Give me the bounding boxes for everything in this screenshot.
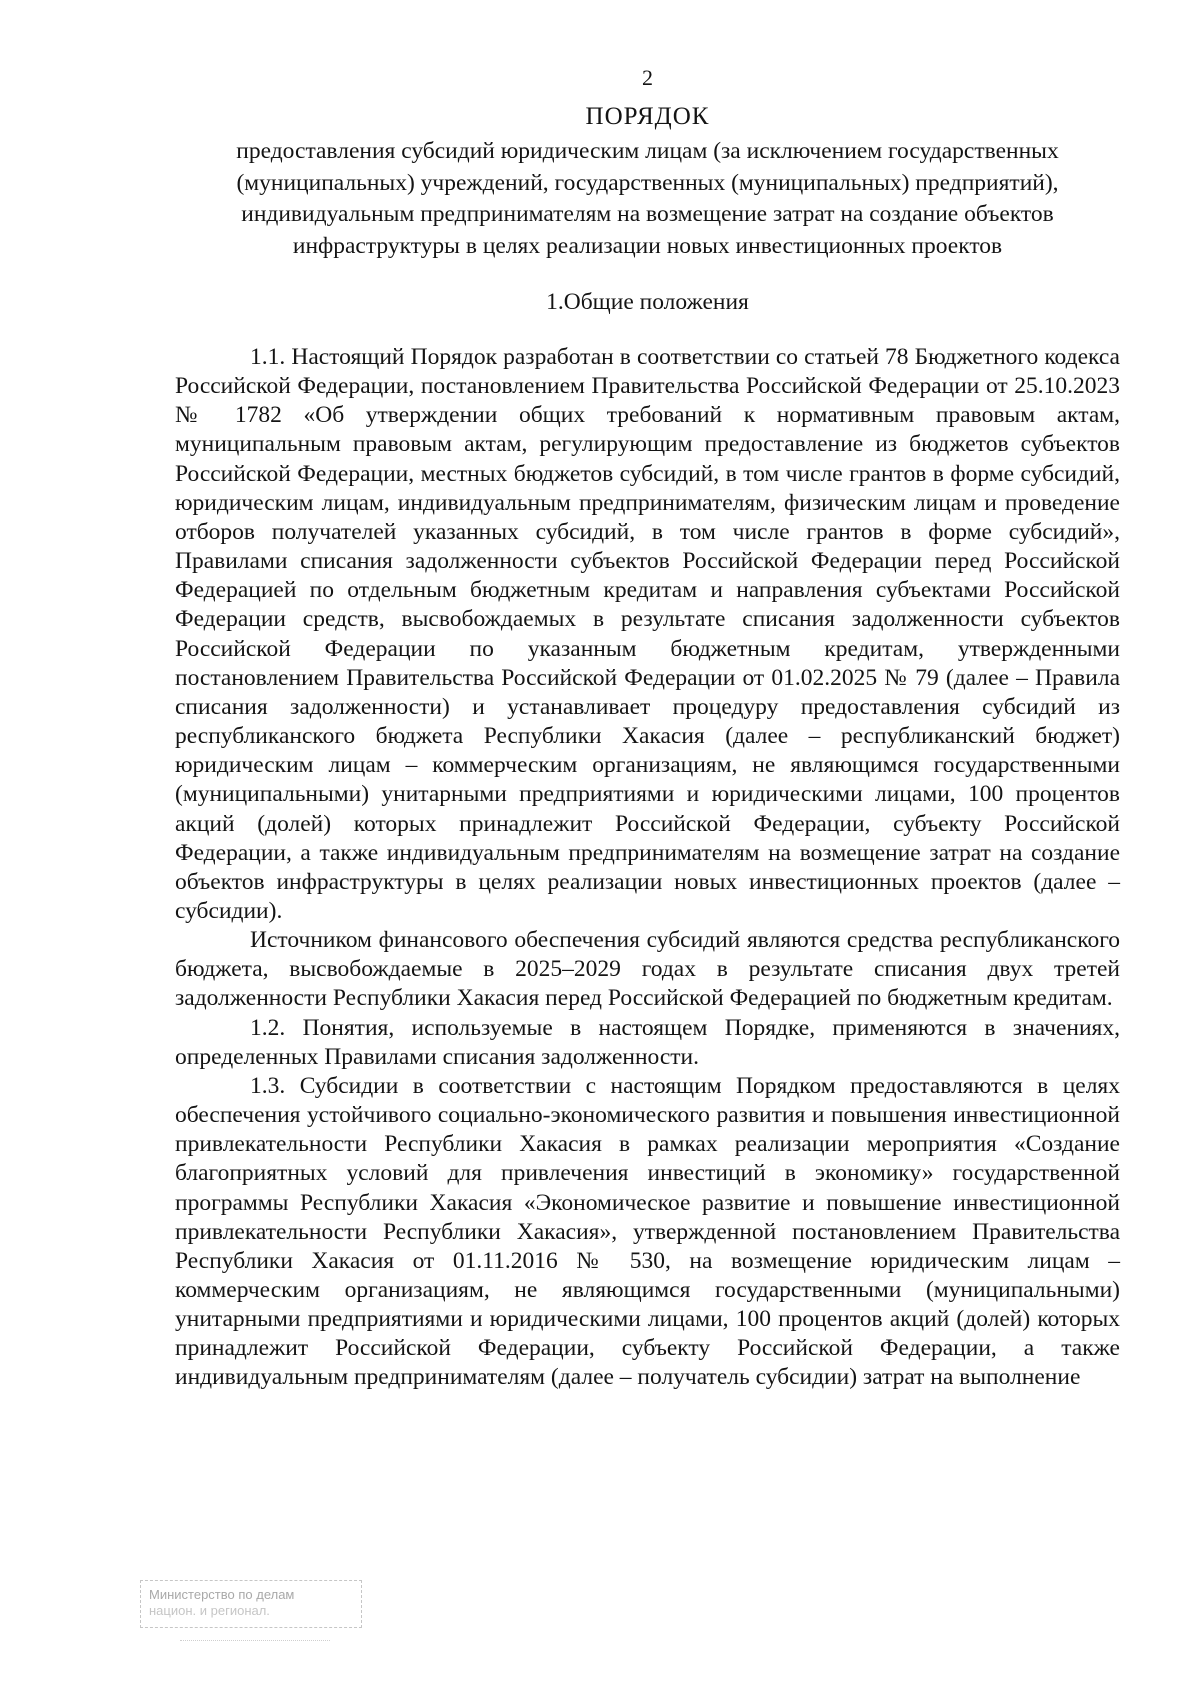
paragraph-1-3: 1.3. Субсидии в соответствии с настоящим Порядком предоставляются в целях обеспечения устойчивого социально-экономического развития и повышения инвестиционной привлекательности Республики Хакасия в рамках реализации мероприятия «Создание благоприятных условий для привлечения инвестиций в экономику» государственной программы Республики Хакасия «Экономическое развитие и повышение инвестиционной привлекательности Республики Хакасия», утвержденной постановлением Правительства Республики Хакасия от 01.11.2016 № 530, на возмещение юридическим лицам – коммерческим организациям, не являющимся государственными (муниципальными) унитарными предприятиями и юридическими лицами, 100 процентов акций (долей) которых принадлежит Российской Федерации, субъекту Российской Федерации, а также индивидуальным предпринимателям (далее – получатель субсидии) затрат на выполнение xyxy=(175,1072,1120,1391)
page-number: 2 xyxy=(642,65,653,90)
paragraph-funding-source: Источником финансового обеспечения субсидий являются средства республиканского бюджета, высвобождаемые в 2025–2029 годах в результате списания двух третей задолженности Республики Хакасия перед Российской Федерацией по бюджетным кредитам. xyxy=(175,927,1120,1012)
subtitle-line: предоставления субсидий юридическим лицам (за исключением государственных xyxy=(236,138,1059,164)
registration-stamp xyxy=(140,1580,362,1628)
section-heading: 1.Общие положения xyxy=(546,289,749,315)
document-subtitle xyxy=(175,136,1120,262)
subtitle-line: (муниципальных) учреждений, государственных (муниципальных) предприятий), xyxy=(236,169,1059,196)
document-title: ПОРЯДОК xyxy=(585,103,710,130)
subtitle-line: инфраструктуры в целях реализации новых инвестиционных проектов xyxy=(292,232,1003,259)
document-body xyxy=(175,343,1120,1393)
stamp-line: национ. и регионал. xyxy=(149,1603,270,1618)
paragraph-1-2: 1.2. Понятия, используемые в настоящем Порядке, применяются в значениях, определенных Правилами списания задолженности. xyxy=(175,1014,1120,1070)
stamp-line: Министерство по делам xyxy=(149,1587,295,1602)
subtitle-line: индивидуальным предпринимателям на возмещение затрат на создание объектов xyxy=(241,201,1054,227)
stamp-trace-divider xyxy=(180,1640,330,1641)
paragraph-1-1: 1.1. Настоящий Порядок разработан в соответствии со статьей 78 Бюджетного кодекса Российской Федерации, постановлением Правительства Российской Федерации от 25.10.2023 № 1782 «Об утверждении общих требований к нормативным правовым актам, муниципальным правовым актам, регулирующим предоставление из бюджетов субъектов Российской Федерации, местных бюджетов субсидий, в том числе грантов в форме субсидий, юридическим лицам, индивидуальным предпринимателям, физическим лицам и проведение отборов получателей указанных субсидий, в том числе грантов в форме субсидий», Правилами списания задолженности субъектов Российской Федерации перед Российской Федерацией по отдельным бюджетным кредитам и направления субъектами Российской Федерации средств, высвобождаемых в результате списания задолженности субъектов Российской Федерации по указанным бюджетным кредитам, утвержденными постановлением Правительства Российской Федерации от 01.02.2025 № 79 (далее – Правила списания задолженности) и устанавливает процедуру предоставления субсидий из республиканского бюджета Республики Хакасия (далее – республиканский бюджет) юридическим лицам – коммерческим организациям, не являющимся государственными (муниципальными) унитарными предприятиями и юридическими лицами, 100 процентов акций (долей) которых принадлежит Российской Федерации, субъекту Российской Федерации, а также индивидуальным предпринимателям на возмещение затрат на создание объектов инфраструктуры в целях реализации новых инвестиционных проектов (далее – субсидии). xyxy=(175,344,1120,924)
